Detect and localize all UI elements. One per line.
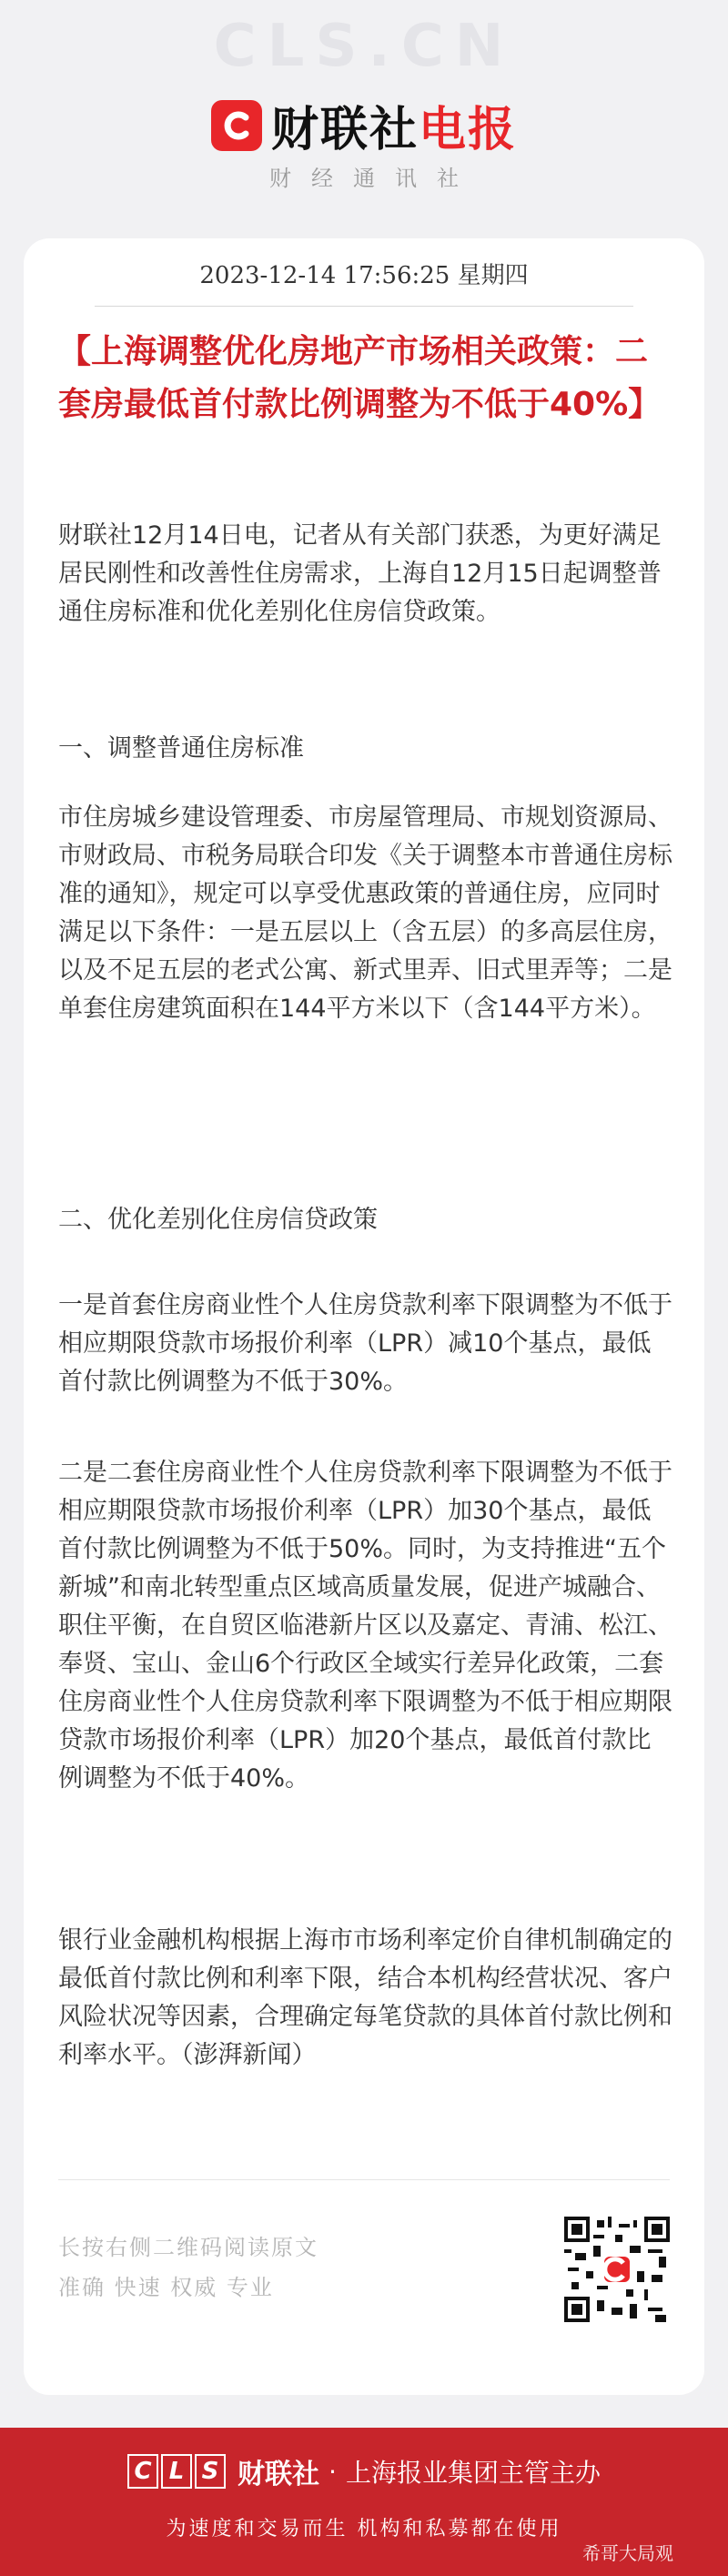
cls-letter: L [161,2454,192,2489]
slogan: 准确 快速 权威 专业 [58,2275,274,2300]
section-heading: 二、优化差别化住房信贷政策 [58,1206,378,1234]
article-paragraph: 二是二套住房商业性个人住房贷款利率下限调整为不低于相应期限贷款市场报价利率（LPR）加30个基点，最低首付款比例调整为不低于50%。同时，为支持推进“五个新城”和南北转型重点区域高质量发展，促进产城融合、职住平衡，在自贸区临港新片区以及嘉定、青浦、松江、奉贤、宝山、金山6个行政区全域实行差异化政策，二套住房商业性个人住房贷款利率下限调整为不低于相应期限贷款市场报价利率（LPR）加20个基点，最低首付款比例调整为不低于40%。 [58,1459,672,1793]
article-paragraph: 财联社12月14日电，记者从有关部门获悉，为更好满足居民刚性和改善性住房需求，上海自12月15日起调整普通住房标准和优化差别化住房信贷政策。 [58,521,662,626]
brand-name-red: 电报 [419,103,518,157]
datetime-divider [95,306,633,307]
article-datetime: 2023-12-14 17:56:25 星期四 [199,262,529,289]
qr-code-icon[interactable] [564,2217,670,2322]
watermark-text: CLS.CN [213,13,515,80]
article-headline: 【上海调整优化房地产市场相关政策：二套房最低首付款比例调整为不低于40%】 [58,333,662,423]
bottom-org: 上海报业集团主管主办 [345,2458,601,2488]
c-logo-icon [211,100,262,151]
bottom-separator: · [329,2456,337,2487]
brand-header [0,91,728,159]
brand-name [271,91,517,159]
brand-name-black: 财联社 [270,103,419,157]
article-paragraph: 银行业金融机构根据上海市市场利率定价自律机制确定的最低首付款比例和利率下限，结合本机构经营状况、客户风险状况等因素，合理确定每笔贷款的具体首付款比例和利率水平。（澎湃新闻） [58,1926,672,2069]
cls-logo [127,2454,228,2489]
corner-tag: 希哥大局观 [582,2542,673,2564]
bottom-brand-line [0,2451,728,2491]
qr-hint: 长按右侧二维码阅读原文 [58,2235,318,2260]
article-paragraph: 一是首套住房商业性个人住房贷款利率下限调整为不低于相应期限贷款市场报价利率（LPR）减10个基点，最低首付款比例调整为不低于30%。 [58,1291,672,1396]
brand-tagline: 财经通讯社 [269,166,479,191]
article-paragraph: 市住房城乡建设管理委、市房屋管理局、市规划资源局、市财政局、市税务局联合印发《关于调整本市普通住房标准的通知》，规定可以享受优惠政策的普通住房，应同时满足以下条件：一是五层以上（含五层）的多高层住房，以及不足五层的老式公寓、新式里弄、旧式里弄等；二是单套住房建筑面积在144平方米以下（含144平方米）。 [58,803,672,1023]
bottom-brand-name: 财联社 [238,2459,320,2490]
cls-letter: C [127,2454,158,2489]
bottom-motto: 为速度和交易而生 机构和私募都在使用 [166,2518,562,2541]
section-heading: 一、调整普通住房标准 [58,734,304,763]
cls-letter: S [195,2454,226,2489]
card-divider [58,2179,670,2180]
